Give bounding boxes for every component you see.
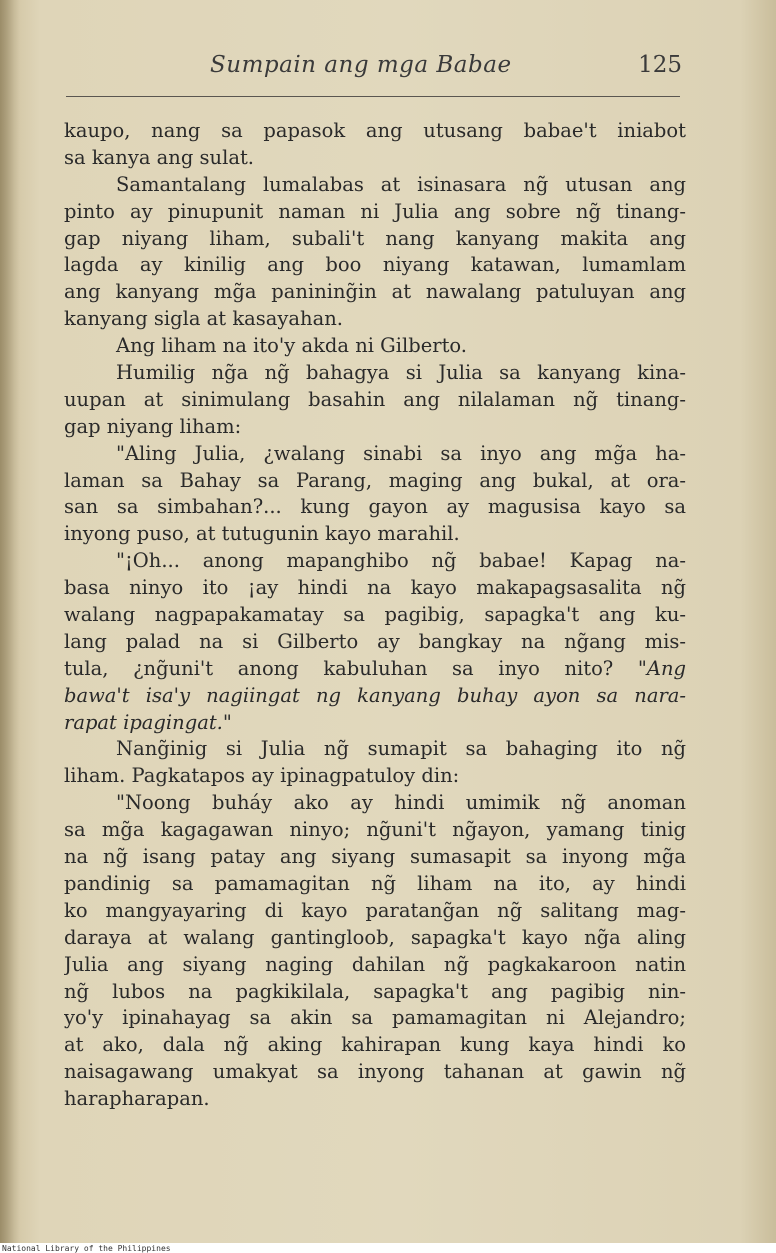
text-line-with-italic [64, 656, 686, 683]
text-line: inyong puso, at tutugunin kayo marahil. [64, 522, 460, 546]
text-line: "Aling Julia, ¿walang sinabi sa inyo ang mg̃a ha- [116, 441, 686, 465]
text-line: walang nagpapakamatay sa pagibig, sapagka't ang ku- [64, 603, 686, 627]
text-line: na ng̃ isang patay ang siyang sumasapit sa inyong mg̃a [64, 845, 686, 869]
running-title: Sumpain ang mga Babae [210, 52, 512, 78]
text-line: gap niyang liham: [64, 414, 242, 438]
text-line: laman sa Bahay sa Parang, maging ang bukal, at ora- [64, 468, 686, 492]
text-line: "Noong buháy ako ay hindi umimik ng̃ anoman [116, 791, 686, 815]
text-line: kaupo, nang sa papasok ang utusang babae't iniabot [64, 119, 686, 142]
text-line: ang kanyang mg̃a panining̃in at nawalang patuluyan ang [64, 280, 686, 304]
text-line: "¡Oh... anong mapanghibo ng̃ babae! Kapag na- [116, 549, 686, 573]
text-line: at ako, dala ng̃ aking kahirapan kung kaya hindi ko [64, 1033, 686, 1057]
text-line: Samantalang lumalabas at isinasara ng̃ utusan ang [116, 172, 686, 196]
body-text [64, 118, 686, 1113]
text-line-italic: bawa't isa'y nagiingat ng kanyang buhay ayon sa nara- [64, 683, 686, 707]
text-line-italic: rapat ipagingat." [64, 710, 232, 734]
text-line: naisagawang umakyat sa inyong tahanan at gawin ng̃ [64, 1060, 686, 1084]
text-line: sa kanya ang sulat. [64, 145, 255, 169]
text-line-segment: tula, ¿ng̃uni't anong kabuluhan sa inyo nito? [64, 656, 638, 680]
text-line: pinto ay pinupunit naman ni Julia ang sobre ng̃ tinang- [64, 199, 686, 223]
text-line: gap niyang liham, subali't nang kanyang makita ang [64, 226, 686, 250]
page-edge-shadow [0, 0, 20, 1243]
text-line: Nang̃inig si Julia ng̃ sumapit sa bahaging ito ng̃ [116, 737, 686, 761]
text-line: pandinig sa pamamagitan ng̃ liham na ito, ay hindi [64, 871, 686, 895]
text-line: harapharapan. [64, 1087, 210, 1111]
text-line: san sa simbahan?... kung gayon ay magusisa kayo sa [64, 495, 686, 519]
text-line: uupan at sinimulang basahin ang nilalaman ng̃ tinang- [64, 387, 686, 411]
scan-credit: National Library of the Philippines [2, 1244, 171, 1253]
text-line: lagda ay kinilig ang boo niyang katawan, lumamlam [64, 253, 686, 277]
text-line: lang palad na si Gilberto ay bangkay na ng̃ang mis- [64, 629, 686, 653]
page-number: 125 [638, 52, 682, 78]
header-rule [66, 96, 680, 97]
text-line: kanyang sigla at kasayahan. [64, 307, 343, 331]
text-line: daraya at walang gantingloob, sapagka't kayo ng̃a aling [64, 925, 686, 949]
text-line: yo'y ipinahayag sa akin sa pamamagitan ni Alejandro; [64, 1006, 686, 1030]
page-header [60, 52, 686, 92]
text-line: sa mg̃a kagagawan ninyo; ng̃uni't ng̃ayon, yamang tinig [64, 818, 686, 842]
text-line: Humilig ng̃a ng̃ bahagya si Julia sa kanyang kina- [116, 361, 686, 385]
text-line: ko mangyayaring di kayo paratang̃an ng̃ salitang mag- [64, 898, 686, 922]
text-line: liham. Pagkatapos ay ipinagpatuloy din: [64, 764, 460, 788]
text-line: ng̃ lubos na pagkikilala, sapagka't ang pagibig nin- [64, 979, 686, 1003]
italic-quote-start: "Ang [637, 656, 686, 680]
text-line: Ang liham na ito'y akda ni Gilberto. [116, 334, 468, 358]
text-line: basa ninyo ito ¡ay hindi na kayo makapagsasalita ng̃ [64, 576, 686, 600]
text-line: Julia ang siyang naging dahilan ng̃ pagkakaroon natin [64, 952, 686, 976]
